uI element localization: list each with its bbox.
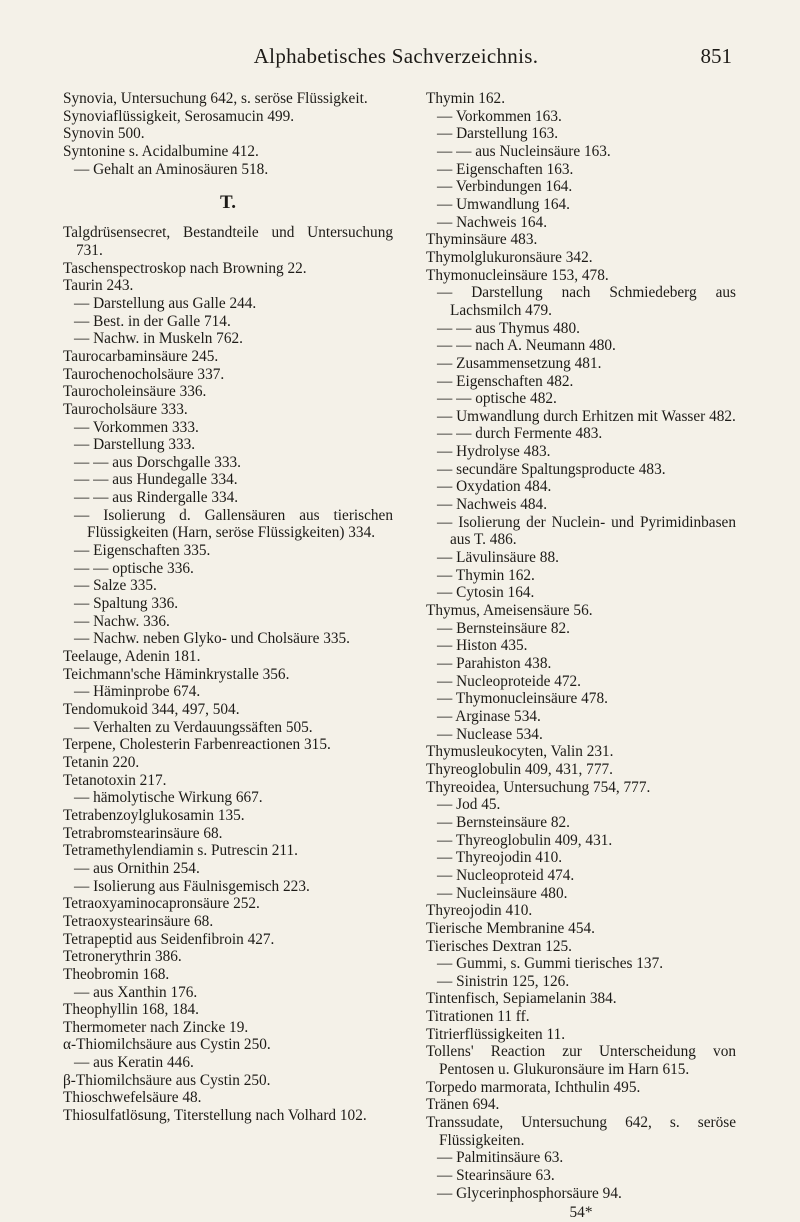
index-subentry: — Häminprobe 674. [74,683,201,701]
index-subentry: — Nachweis 484. [437,496,548,514]
index-entry: β-Thiomilchsäure aus Cystin 250. [63,1071,271,1089]
index-entry: Theophyllin 168, 184. [63,1001,199,1019]
index-entry: Thiosulfatlösung, Titerstellung nach Volhard 102. [63,1107,367,1125]
index-subentry: — Vorkommen 333. [74,418,199,436]
index-entry: Tintenfisch, Sepiamelanin 384. [426,990,617,1008]
index-entry: Tetraoxyaminocapronsäure 252. [63,895,260,913]
index-entry: Taschenspectroskop nach Browning 22. [63,259,307,277]
index-subentry: — hämolytische Wirkung 667. [74,789,263,807]
index-entry: Tetanin 220. [63,753,140,771]
index-entry: Thymusleukocyten, Valin 231. [426,743,614,761]
index-subentry: — Lävulinsäure 88. [437,549,559,567]
index-entry: Syntonine s. Acidalbumine 412. [63,142,259,160]
index-subentry: — Thymin 162. [437,566,535,584]
index-subentry: — — optische 482. [437,390,557,408]
index-entry: Taurocarbaminsäure 245. [63,347,219,365]
index-subentry: — — aus Dorschgalle 333. [74,453,241,471]
index-entry: α-Thiomilchsäure aus Cystin 250. [63,1036,271,1054]
index-entry: Taurocholsäure 333. [63,400,188,418]
index-subentry: — Palmitinsäure 63. [437,1149,564,1167]
index-entry: Tetronerythrin 386. [63,948,182,966]
index-subentry: — Nucleoproteide 472. [437,672,582,690]
index-subentry: — — aus Hundegalle 334. [74,471,238,489]
index-subentry: — Eigenschaften 163. [437,160,574,178]
index-subentry: — Bernsteinsäure 82. [437,813,570,831]
index-entries-s [63,90,393,178]
index-subentry: — Glycerinphosphorsäure 94. [437,1184,622,1202]
index-entry: Taurochenocholsäure 337. [63,365,225,383]
index-subentry: — Histon 435. [437,637,528,655]
right-column [426,90,736,1222]
index-subentry: — Salze 335. [74,577,157,595]
index-subentry: — Nachw. in Muskeln 762. [74,330,243,348]
index-subentry: — Verbindungen 164. [437,178,573,196]
index-entry: Thymolglukuronsäure 342. [426,248,593,266]
index-subentry: — aus Keratin 446. [74,1054,194,1072]
index-entry: Synoviaflüssigkeit, Serosamucin 499. [63,107,295,125]
index-entry: Thymin 162. [426,90,506,107]
index-entry: Titrierflüssigkeiten 11. [426,1025,566,1043]
index-subentry: — — optische 336. [74,559,194,577]
index-subentry: — Gummi, s. Gummi tierisches 137. [437,955,664,973]
index-entry: Thermometer nach Zincke 19. [63,1018,249,1036]
page-header [60,44,732,72]
index-entry: Synovin 500. [63,125,145,143]
index-subentry: — Nuclease 534. [437,725,543,743]
index-subentry: — Cytosin 164. [437,584,535,602]
index-entry: Tendomukoid 344, 497, 504. [63,701,240,718]
index-entry: Thyreoglobulin 409, 431, 777. [426,760,613,778]
index-subentry: — secundäre Spaltungsproducte 483. [437,460,666,478]
index-subentry: — Bernsteinsäure 82. [437,619,570,637]
index-subentry: — Zusammensetzung 481. [437,354,602,372]
index-subentry: — Thyreoglobulin 409, 431. [437,831,613,849]
index-subentry: — Hydrolyse 483. [437,443,551,461]
index-subentry: — Sinistrin 125, 126. [437,972,570,990]
index-entry: Taurocholeinsäure 336. [63,383,207,401]
index-entry: Tetanotoxin 217. [63,771,167,789]
index-subentry: — Best. in der Galle 714. [74,312,231,330]
index-subentry: — — aus Nucleinsäure 163. [437,142,611,160]
index-entry: Teelauge, Adenin 181. [63,648,201,666]
index-subentry: — Jod 45. [437,796,501,814]
index-subentry: — — aus Rindergalle 334. [74,489,239,507]
index-subentry: — Nucleinsäure 480. [437,884,568,902]
index-subentry: — Umwandlung durch Erhitzen mit Wasser 482. [437,407,736,425]
index-subentry: — Stearinsäure 63. [437,1167,555,1185]
index-subentry: — aus Xanthin 176. [74,983,198,1001]
index-entry: Thioschwefelsäure 48. [63,1089,202,1107]
index-subentry: — — nach A. Neumann 480. [437,337,616,355]
index-entry: Tetramethylendiamin s. Putrescin 211. [63,842,298,860]
index-entry: Tierische Membranine 454. [426,919,595,937]
section-letter: T. [219,192,236,214]
left-column [63,90,393,1125]
index-entry: Thymus, Ameisensäure 56. [426,602,593,620]
index-subentry: — aus Ornithin 254. [74,859,200,877]
index-entry: Thyminsäure 483. [426,231,538,249]
index-entry: Tierisches Dextran 125. [426,937,573,955]
index-entry: Synovia, Untersuchung 642, s. seröse Flüssigkeit. [63,90,368,107]
index-entry: Taurin 243. [63,277,134,295]
index-entries-t [63,224,393,1124]
index-subentry: — Isolierung aus Fäulnisgemisch 223. [74,877,310,895]
index-entry: Thyreojodin 410. [426,902,533,920]
index-subentry: — Parahiston 438. [437,655,552,672]
index-subentry: — Nachw. 336. [74,612,170,630]
index-entry: Tollens' Reaction zur Unterscheidung von Pentosen u. Glukuronsäure im Harn 615. [426,1043,736,1079]
index-subentry: — Arginase 534. [437,707,541,725]
index-entry: Terpene, Cholesterin Farbenreactionen 315. [63,736,331,754]
index-subentry: — — aus Thymus 480. [437,319,580,337]
index-subentry: — Spaltung 336. [74,595,179,613]
index-subentry: — Nachw. neben Glyko- und Cholsäure 335. [74,630,350,648]
index-entry: Theobromin 168. [63,965,170,983]
index-subentry: — Verhalten zu Verdauungssäften 505. [74,718,313,736]
index-entry: Talgdrüsensecret, Bestandteile und Untersuchung 731. [63,224,393,259]
index-subentry: — Umwandlung 164. [437,195,570,213]
index-subentry: — Thymonucleinsäure 478. [437,690,608,708]
index-subentry: — Isolierung d. Gallensäuren aus tierischen Flüssigkeiten (Harn, seröse Flüssigkeiten) 334. [74,506,393,542]
index-subentry: — Vorkommen 163. [437,107,562,125]
index-entry: Tetraoxystearinsäure 68. [63,912,214,930]
index-subentry: — — durch Fermente 483. [437,425,603,443]
index-entry: Thyreoidea, Untersuchung 754, 777. [426,778,651,796]
index-entry: Torpedo marmorata, Ichthulin 495. [426,1078,641,1096]
index-entry: Transsudate, Untersuchung 642, s. seröse Flüssigkeiten. [426,1114,736,1149]
page-number: 851 [700,44,732,68]
index-subentry: — Darstellung 163. [437,125,559,143]
index-subentry: — Eigenschaften 335. [74,542,211,560]
index-entry: Tränen 694. [426,1096,500,1114]
index-subentry: — Darstellung nach Schmiedeberg aus Lachsmilch 479. [437,284,736,319]
index-subentry: — Isolierung der Nuclein- und Pyrimidinbasen aus T. 486. [437,513,736,549]
signature-mark: 54* [569,1204,593,1222]
index-subentry: — Oxydation 484. [437,478,552,496]
index-subentry: — Darstellung aus Galle 244. [74,294,257,312]
index-entry: Teichmann'sche Häminkrystalle 356. [63,665,290,683]
index-subentry: — Thyreojodin 410. [437,849,563,867]
index-entry: Titrationen 11 ff. [426,1008,530,1026]
index-entries-t-continued [426,90,736,1202]
index-subentry: — Nucleoproteid 474. [437,866,575,884]
index-entry: Tetrabromstearinsäure 68. [63,824,223,842]
index-subentry: — Eigenschaften 482. [437,372,574,390]
index-entry: Tetrabenzoylglukosamin 135. [63,806,245,824]
index-subentry: — Darstellung 333. [74,436,196,454]
index-entry: Thymonucleinsäure 153, 478. [426,266,609,284]
index-subentry: — Gehalt an Aminosäuren 518. [74,160,269,178]
index-subentry: — Nachweis 164. [437,213,548,231]
running-title: Alphabetisches Sachverzeichnis. [253,44,539,68]
index-entry: Tetrapeptid aus Seidenfibroin 427. [63,930,275,948]
